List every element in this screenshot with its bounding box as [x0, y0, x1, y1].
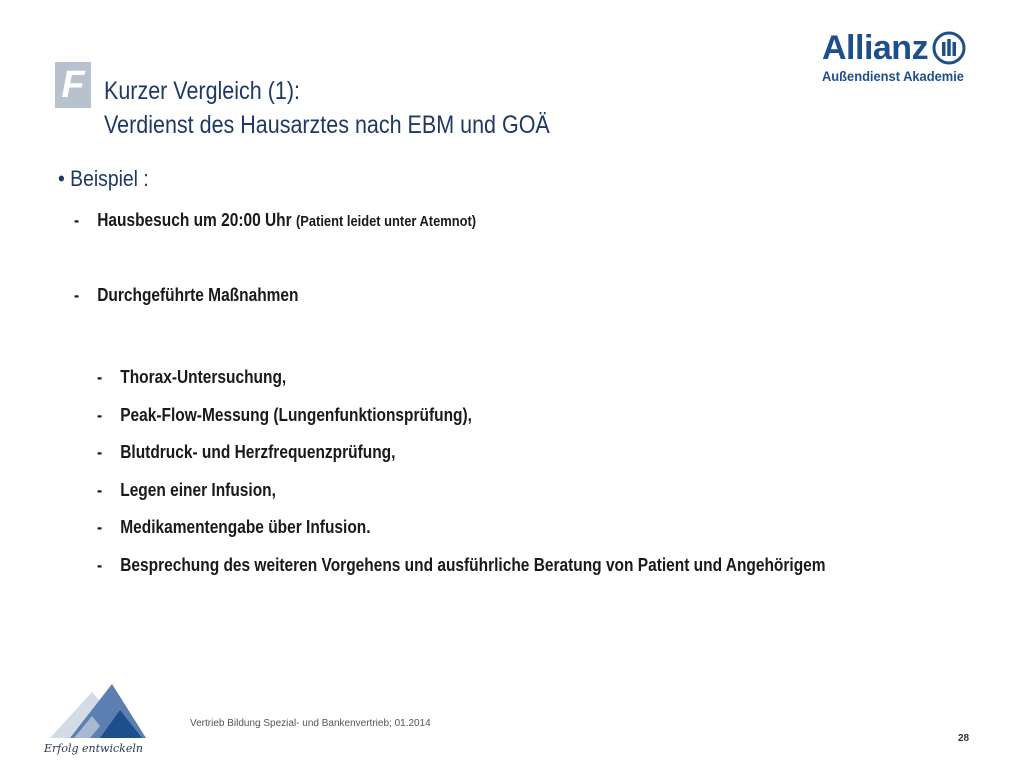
list-item: [74, 210, 476, 231]
section-badge: F: [55, 62, 91, 108]
sub-item-text: Thorax-Untersuchung,: [120, 367, 287, 387]
sub-item-text: Legen einer Infusion,: [120, 480, 276, 500]
allianz-logo: [822, 28, 982, 88]
sub-list-item: [97, 442, 395, 463]
sub-list-item: [97, 517, 371, 538]
dash: -: [97, 442, 103, 462]
sub-list-item: [97, 367, 286, 388]
bullet-icon: •: [58, 166, 65, 191]
item-detail: (Patient leidet unter Atemnot): [295, 213, 477, 230]
list-item: [74, 285, 299, 306]
dash: -: [97, 367, 103, 387]
bullet-text: Beispiel :: [70, 166, 149, 191]
sub-list-item: [97, 480, 276, 501]
dash: -: [97, 405, 103, 425]
item-main: Durchgeführte Maßnahmen: [97, 285, 299, 305]
allianz-eagle-icon: [932, 31, 966, 65]
brand-subtitle: Außendienst Akademie: [822, 68, 964, 84]
dash: -: [74, 285, 80, 305]
page-title: [104, 74, 550, 142]
item-main: Hausbesuch um 20:00 Uhr: [97, 210, 292, 230]
dash: -: [97, 555, 103, 575]
title-line-2: Verdienst des Hausarztes nach EBM und GOÄ: [104, 111, 550, 139]
page-number: 28: [958, 733, 970, 744]
pyramid-logo-icon: [40, 672, 160, 758]
dash: -: [97, 517, 103, 537]
sub-item-text: Blutdruck- und Herzfrequenzprüfung,: [120, 442, 396, 462]
sub-item-text: Besprechung des weiteren Vorgehens und ausführliche Beratung von Patient und Angehörigem: [120, 555, 826, 575]
brand-name: Allianz: [822, 29, 929, 67]
sub-item-text: Medikamentengabe über Infusion.: [120, 517, 371, 537]
title-line-1: Kurzer Vergleich (1):: [104, 77, 300, 105]
dash: -: [74, 210, 80, 230]
sub-list-item: [97, 405, 472, 426]
bullet-heading: [58, 166, 149, 192]
sub-list-item: [97, 555, 826, 576]
footer-text: Vertrieb Bildung Spezial- und Bankenvertrieb; 01.2014: [190, 718, 431, 729]
sub-item-text: Peak-Flow-Messung (Lungenfunktionsprüfung),: [120, 405, 472, 425]
corner-slogan: Erfolg entwickeln: [44, 742, 143, 755]
dash: -: [97, 480, 103, 500]
